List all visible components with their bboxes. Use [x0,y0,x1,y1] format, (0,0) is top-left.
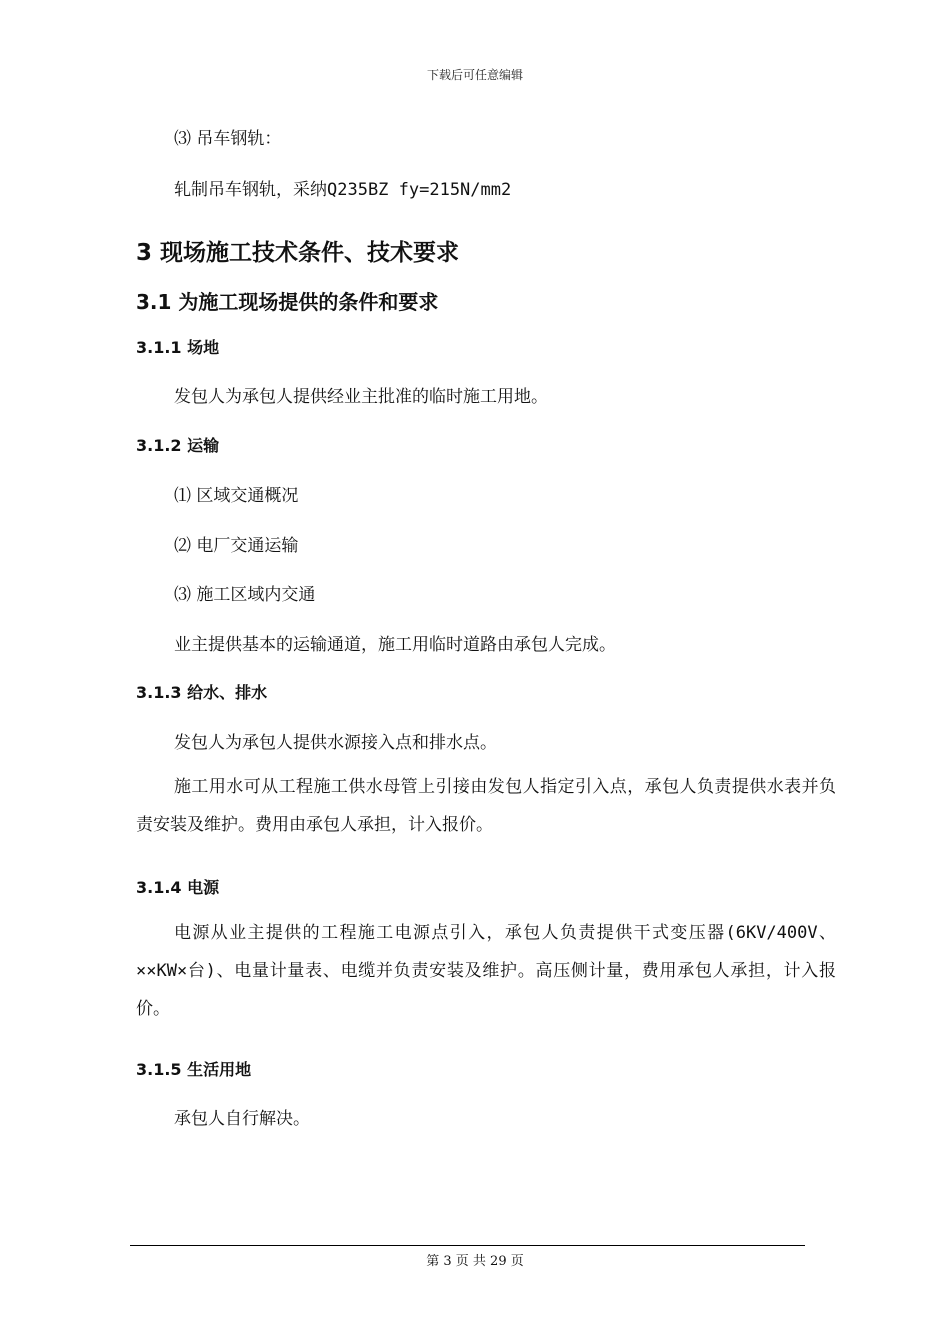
section-heading-3-1-1: 3.1.1 场地 [136,338,220,357]
section-heading-3-1-4: 3.1.4 电源 [136,878,220,897]
page-header: 下载后可任意编辑 [426,68,523,82]
section-heading-3-1-2: 3.1.2 运输 [136,436,220,455]
section-heading-3: 3 现场施工技术条件、技术要求 [136,240,460,266]
paragraph-transport: 业主提供基本的运输通道，施工用临时道路由承包人完成。 [174,635,616,655]
paragraph-water-2: 施工用水可从工程施工供水母管上引接由发包人指定引入点，承包人负责提供水表并负责安装及维护。费用由承包人承担，计入报价。 [136,777,836,835]
transport-item: ⑵ 电厂交通运输 [174,536,299,556]
section-heading-3-1-3: 3.1.3 给水、排水 [136,683,268,702]
section-heading-3-1-5: 3.1.5 生活用地 [136,1060,252,1079]
page-footer: 第 3 页 共 29 页 [426,1254,524,1269]
transport-item: ⑴ 区域交通概况 [174,486,299,506]
paragraph-living: 承包人自行解决。 [174,1109,310,1129]
item-crane-rail: ⑶ 吊车钢轨： [174,129,282,149]
transport-item: ⑶ 施工区域内交通 [174,585,316,605]
paragraph-site: 发包人为承包人提供经业主批准的临时施工用地。 [174,387,548,407]
paragraph-power: 电源从业主提供的工程施工电源点引入，承包人负责提供干式变压器(6KV/400V、××KW×台)、电量计量表、电缆并负责安装及维护。高压侧计量，费用承包人承担，计入报价。 [136,923,836,1019]
section-heading-3-1: 3.1 为施工现场提供的条件和要求 [136,290,439,314]
rail-spec: 轧制吊车钢轨，采纳Q235BZ fy=215N/mm2 [174,180,512,200]
footer-divider [130,1245,805,1246]
paragraph-water-1: 发包人为承包人提供水源接入点和排水点。 [174,733,497,753]
